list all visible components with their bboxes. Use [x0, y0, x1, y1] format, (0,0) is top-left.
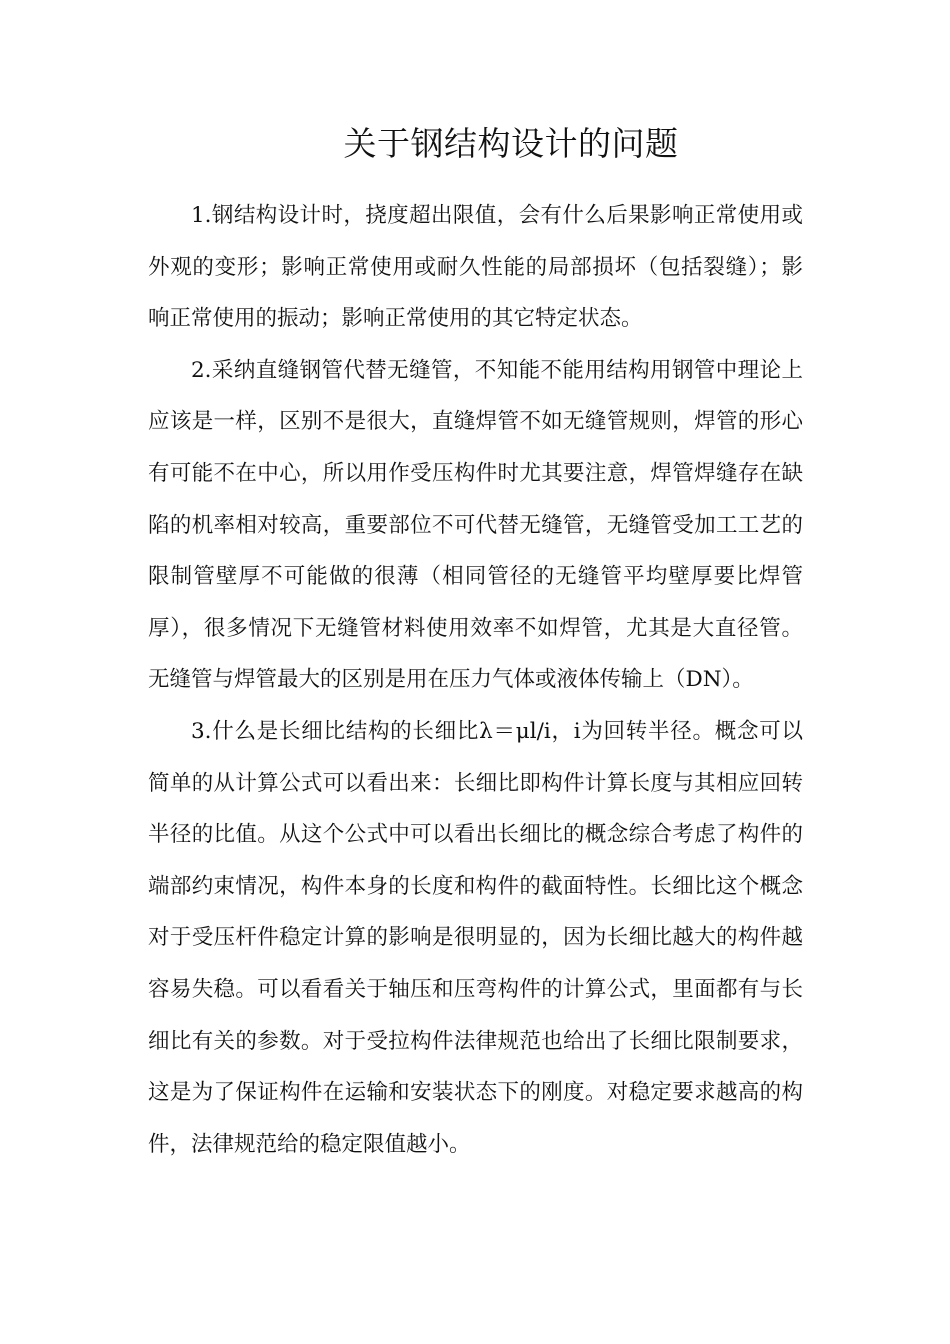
- paragraph-slenderness: 3.什么是长细比结构的长细比λ＝μl/i，i为回转半径。概念可以简单的从计算公式可以看出来：长细比即构件计算长度与其相应回转半径的比值。从这个公式中可以看出长细比的概念综合考虑了构件的端部约束情况，构件本身的长度和构件的截面特性。长细比这个概念对于受压杆件稳定计算的影响是很明显的，因为长细比越大的构件越容易失稳。可以看看关于轴压和压弯构件的计算公式，里面都有与长细比有关的参数。对于受拉构件法律规范也给出了长细比限制要求，这是为了保证构件在运输和安装状态下的刚度。对稳定要求越高的构件，法律规范给的稳定限值越小。: [148, 718, 803, 1157]
- paragraph-welded-pipe: 2.采纳直缝钢管代替无缝管，不知能不能用结构用钢管中理论上应该是一样，区别不是很大，直缝焊管不如无缝管规则，焊管的形心有可能不在中心，所以用作受压构件时尤其要注意，焊管焊缝存在缺陷的机率相对较高，重要部位不可代替无缝管，无缝管受加工工艺的限制管壁厚不可能做的很薄（相同管径的无缝管平均壁厚要比焊管厚），很多情况下无缝管材料使用效率不如焊管，尤其是大直径管。无缝管与焊管最大的区别是用在压力气体或液体传输上（DN）。: [148, 357, 803, 693]
- document-body: [148, 190, 803, 1170]
- paragraph-deflection: 1.钢结构设计时，挠度超出限值，会有什么后果影响正常使用或外观的变形；影响正常使用或耐久性能的局部损坏（包括裂缝）；影响正常使用的振动；影响正常使用的其它特定状态。: [148, 203, 803, 332]
- document-title: 关于钢结构设计的问题: [343, 124, 679, 163]
